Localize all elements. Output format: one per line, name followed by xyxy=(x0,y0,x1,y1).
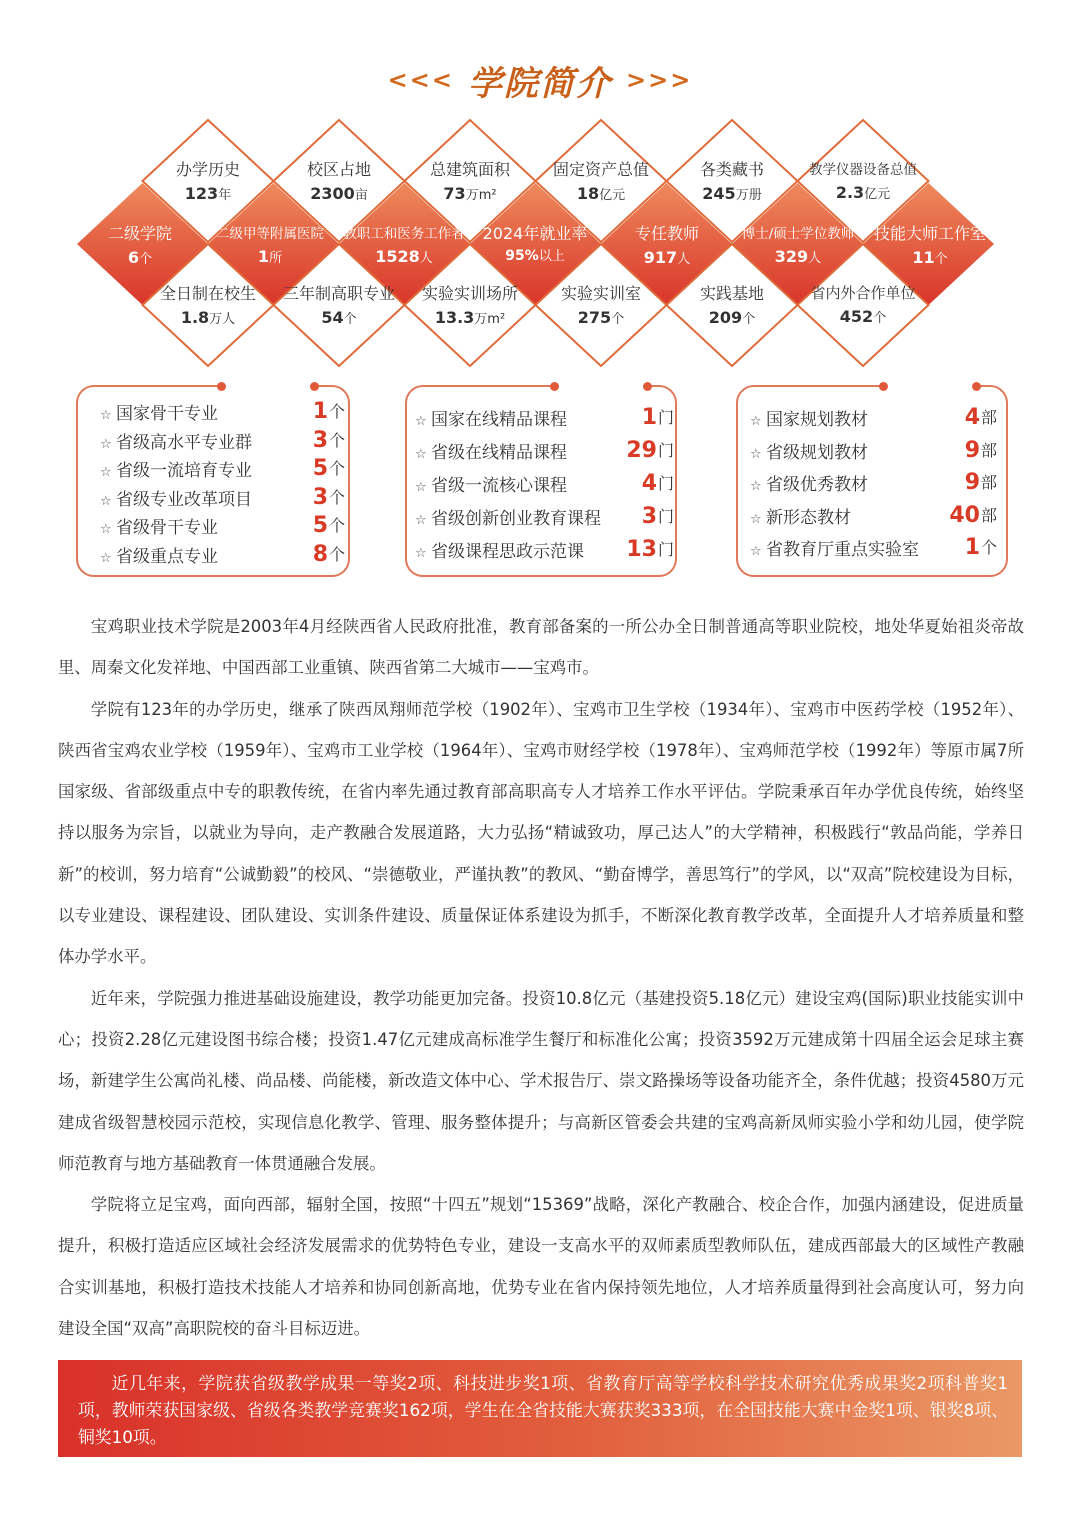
right-chevrons-icon: >>> xyxy=(626,66,693,94)
list-item: ☆ 省级高水平专业群 3 个 xyxy=(100,427,346,453)
list-item: ☆ 国家规划教材 4 部 xyxy=(750,405,998,430)
awards-text: 近几年来，学院获省级教学成果一等奖2项、科技进步奖1项、省教育厅高等学校科学技术研究优秀成果奖2项科普奖1项，教师荣获国家级、省级各类教学竞赛奖162项，学生在全省技能大赛获奖333项，在全国技能大赛中金奖1项、银奖8项、铜奖10项。 xyxy=(78,1373,1008,1447)
stat-campus-area: 校区占地 2300亩 xyxy=(306,160,371,204)
star-icon: ☆ xyxy=(415,546,427,561)
list-item: ☆ 省教育厅重点实验室 1 个 xyxy=(750,535,998,560)
stat-staff: 教职工和医务工作者 1528人 xyxy=(343,226,465,267)
stat-doctor-master-teachers: 博士/硕士学位教师 329人 xyxy=(741,226,855,267)
stat-students: 全日制在校生 1.8万人 xyxy=(159,284,256,328)
stat-fixed-assets: 固定资产总值 18亿元 xyxy=(552,160,649,204)
list-item: ☆ 省级优秀教材 9 部 xyxy=(750,470,998,495)
list-item: ☆ 国家骨干专业 1 个 xyxy=(100,399,346,424)
star-icon: ☆ xyxy=(750,511,762,527)
star-icon: ☆ xyxy=(100,522,112,537)
list-item: ☆ 省级规划教材 9 部 xyxy=(750,437,998,463)
decor-dot xyxy=(550,382,559,391)
decor-dot xyxy=(879,382,888,391)
stat-employment-rate: 2024年就业率 95%以上 xyxy=(482,224,588,265)
page-title: 学院简介 xyxy=(468,63,612,104)
majors-stat-box xyxy=(76,385,350,577)
list-item: ☆ 省级在线精品课程 29 门 xyxy=(415,438,675,463)
list-item: ☆ 省级课程思政示范课 13 门 xyxy=(415,537,675,562)
star-icon: ☆ xyxy=(750,544,762,559)
star-icon: ☆ xyxy=(415,447,427,462)
decor-dot xyxy=(217,382,226,391)
list-item: ☆ 省级一流核心课程 4 门 xyxy=(415,471,675,496)
awards-banner xyxy=(58,1360,1022,1457)
star-icon: ☆ xyxy=(100,550,112,566)
stat-building-area: 总建筑面积 73万m² xyxy=(429,160,510,204)
decor-dot xyxy=(972,382,981,391)
decor-dot xyxy=(643,382,652,391)
stat-equipment-value: 教学仪器设备总值 2.3亿元 xyxy=(809,162,917,203)
stat-full-time-teachers: 专任教师 917人 xyxy=(634,224,699,268)
paragraph-overview: 宝鸡职业技术学院是2003年4月经陕西省人民政府批准，教育部备案的一所公办全日制普通高等职业院校，地处华夏始祖炎帝故里、周秦文化发祥地、中国西部工业重镇、陕西省第二大城市——宝鸡市。 xyxy=(58,617,1024,678)
stat-practice-bases: 实践基地 209个 xyxy=(699,284,764,328)
stat-history: 办学历史 123年 xyxy=(175,160,240,204)
star-icon: ☆ xyxy=(750,446,762,462)
star-icon: ☆ xyxy=(100,436,112,452)
stat-affiliated-hospital: 二级甲等附属医院 1所 xyxy=(216,226,324,267)
list-item: ☆ 国家在线精品课程 1 门 xyxy=(415,405,675,430)
star-icon: ☆ xyxy=(415,513,427,528)
list-item: ☆ 省级骨干专业 5 个 xyxy=(100,513,346,538)
star-icon: ☆ xyxy=(750,479,762,494)
paragraph-infrastructure: 近年来，学院强力推进基础设施建设，教学功能更加完备。投资10.8亿元（基建投资5.18亿元）建设宝鸡(国际)职业技能实训中心；投资2.28亿元建设图书综合楼；投资1.47亿元建成高标准学生餐厅和标准化公寓；投资3592万元建成第十四届全运会足球主赛场，新建学生公寓尚礼楼、尚品楼、尚能楼，新改造文体中心、学术报告厅、崇文路操场等设备功能齐全，条件优越；投资4580万元建成省级智慧校园示范校，实现信息化教学、管理、服务整体提升；与高新区管委会共建的宝鸡高新凤师实验小学和幼儿园，使学院师范教育与地方基础教育一体贯通融合发展。 xyxy=(58,988,1024,1173)
star-icon: ☆ xyxy=(100,408,112,423)
star-icon: ☆ xyxy=(750,414,762,429)
stat-labs: 实验实训室 275个 xyxy=(560,284,641,328)
star-icon: ☆ xyxy=(415,414,427,429)
stat-majors: 三年制高职专业 54个 xyxy=(282,284,395,328)
star-icon: ☆ xyxy=(100,465,112,480)
introduction-body xyxy=(58,606,1024,1349)
stat-books: 各类藏书 245万册 xyxy=(699,160,764,204)
paragraph-strategy: 学院将立足宝鸡，面向西部，辐射全国，按照“十四五”规划“15369”战略，深化产教融合、校企合作，加强内涵建设，促进质量提升，积极打造适应区域社会经济发展需求的优势特色专业，建设一支高水平的双师素质型教师队伍，建成西部最大的区域性产教融合实训基地，积极打造技术技能人才培养和协同创新高地，优势专业在省内保持领先地位，人才培养质量得到社会高度认可，努力向建设全国“双高”高职院校的奋斗目标迈进。 xyxy=(58,1195,1024,1339)
textbooks-stat-box xyxy=(736,385,1008,577)
list-item: ☆ 新形态教材 40 部 xyxy=(750,502,998,528)
paragraph-history: 学院有123年的办学历史，继承了陕西凤翔师范学校（1902年）、宝鸡市卫生学校（1934年）、宝鸡市中医药学校（1952年）、陕西省宝鸡农业学校（1959年）、宝鸡市工业学校（1964年）、宝鸡市财经学校（1978年）、宝鸡师范学校（1992年）等原市属7所国家级、省部级重点中专的职教传统，在省内率先通过教育部高职高专人才培养工作水平评估。学院秉承百年办学优良传统，始终坚持以服务为宗旨，以就业为导向，走产教融合发展道路，大力弘扬“精诚致功，厚己达人”的大学精神，积极践行“敦品尚能，学养日新”的校训，努力培育“公诚勤毅”的校风、“崇德敬业，严谨执教”的教风、“勤奋博学，善思笃行”的学风，以“双高”院校建设为目标，以专业建设、课程建设、团队建设、实训条件建设、质量保证体系建设为抓手，不断深化教育教学改革，全面提升人才培养质量和整体办学水平。 xyxy=(58,699,1024,967)
star-icon: ☆ xyxy=(100,493,112,509)
courses-stat-box xyxy=(405,385,677,577)
list-item: ☆ 省级一流培育专业 5 个 xyxy=(100,456,346,481)
list-item: ☆ 省级专业改革项目 3 个 xyxy=(100,484,346,510)
stats-diamond-grid xyxy=(0,0,1080,380)
stat-partners: 省内外合作单位 452个 xyxy=(810,284,916,326)
list-item: ☆ 省级重点专业 8 个 xyxy=(100,541,346,567)
star-icon: ☆ xyxy=(415,480,427,495)
stat-master-studios: 技能大师工作室 11个 xyxy=(873,224,986,268)
left-chevrons-icon: <<< xyxy=(387,66,454,94)
list-item: ☆ 省级创新创业教育课程 3 门 xyxy=(415,504,675,529)
stat-secondary-colleges: 二级学院 6个 xyxy=(107,224,172,268)
decor-dot xyxy=(310,382,319,391)
stat-training-venues: 实验实训场所 13.3万m² xyxy=(421,284,518,328)
